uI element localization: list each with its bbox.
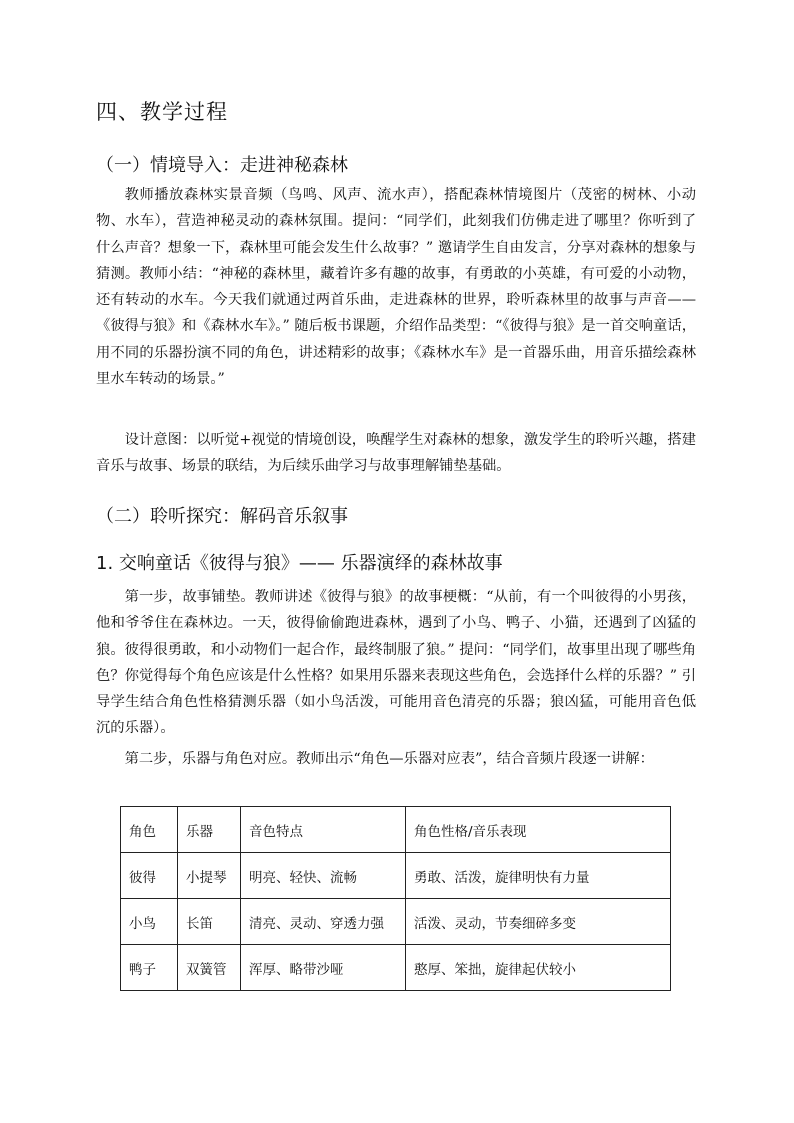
section-title: 四、教学过程 xyxy=(96,100,228,124)
table-cell: 勇敢、活泼，旋律明快有力量 xyxy=(406,853,671,899)
sub1-heading: 1. 交响童话《彼得与狼》—— 乐器演绎的森林故事 xyxy=(96,553,503,574)
sub1-step2-paragraph: 第二步，乐器与角色对应。教师出示“角色—乐器对应表”，结合音频片段逐一讲解： xyxy=(124,751,654,767)
sub1-step1-paragraph: 第一步，故事铺垫。教师讲述《彼得与狼》的故事梗概：“从前，有一个叫彼得的小男孩，他和爷爷住在森林边。一天，彼得偷偷跑进森林，遇到了小鸟、鸭子、小猫，还遇到了凶猛的狼。彼得很勇敢，和小动物们一起合作，最终制服了狼。” 提问：“同学们，故事里出现了哪些角色？你觉得每个角色应该是什么性格？如果用乐器来表现这些角色，会选择什么样的乐器？” 引导学生结合角色性格猜测乐器（如小鸟活泼，可能用音色清亮的乐器；狼凶猛，可能用音色低沉的乐器）。 xyxy=(96,589,696,737)
table-header-row xyxy=(121,807,671,853)
table-cell: 彼得 xyxy=(121,853,178,899)
part1-paragraph-design-intent: 设计意图：以听觉+视觉的情境创设，唤醒学生对森林的想象，激发学生的聆听兴趣，搭建音乐与故事、场景的联结，为后续乐曲学习与故事理解铺垫基础。 xyxy=(96,432,696,475)
table-cell: 鸭子 xyxy=(121,945,178,991)
table-cell: 憨厚、笨拙，旋律起伏较小 xyxy=(406,945,671,991)
table-cell: 活泼、灵动，节奏细碎多变 xyxy=(406,899,671,945)
table-cell: 长笛 xyxy=(178,899,241,945)
table-cell: 明亮、轻快、流畅 xyxy=(241,853,406,899)
table-cell: 浑厚、略带沙哑 xyxy=(241,945,406,991)
table-cell: 小提琴 xyxy=(178,853,241,899)
table-cell: 清亮、灵动、穿透力强 xyxy=(241,899,406,945)
table-header-cell: 乐器 xyxy=(178,807,241,853)
part1-heading: （一）情境导入：走进神秘森林 xyxy=(96,155,348,176)
role-instrument-table xyxy=(120,806,671,991)
table-header-cell: 音色特点 xyxy=(241,807,406,853)
table-cell: 小鸟 xyxy=(121,899,178,945)
table-row xyxy=(121,899,671,945)
part2-heading: （二）聆听探究：解码音乐叙事 xyxy=(96,506,348,527)
table-header-cell: 角色性格/音乐表现 xyxy=(406,807,671,853)
table-row xyxy=(121,945,671,991)
part1-paragraph-intro: 教师播放森林实景音频（鸟鸣、风声、流水声），搭配森林情境图片（茂密的树林、小动物、水车），营造神秘灵动的森林氛围。提问：“同学们，此刻我们仿佛走进了哪里？你听到了什么声音？想象一下，森林里可能会发生什么故事？” 邀请学生自由发言，分享对森林的想象与猜测。教师小结：“神秘的森林里，藏着许多有趣的故事，有勇敢的小英雄，有可爱的小动物，还有转动的水车。今天我们就通过两首乐曲，走进森林的世界，聆听森林里的故事与声音——《彼得与狼》和《森林水车》。” 随后板书课题，介绍作品类型：“《彼得与狼》是一首交响童话，用不同的乐器扮演不同的角色，讲述精彩的故事；《森林水车》是一首器乐曲，用音乐描绘森林里水车转动的场景。” xyxy=(96,187,696,388)
table-cell: 双簧管 xyxy=(178,945,241,991)
table-row xyxy=(121,853,671,899)
table-header-cell: 角色 xyxy=(121,807,178,853)
